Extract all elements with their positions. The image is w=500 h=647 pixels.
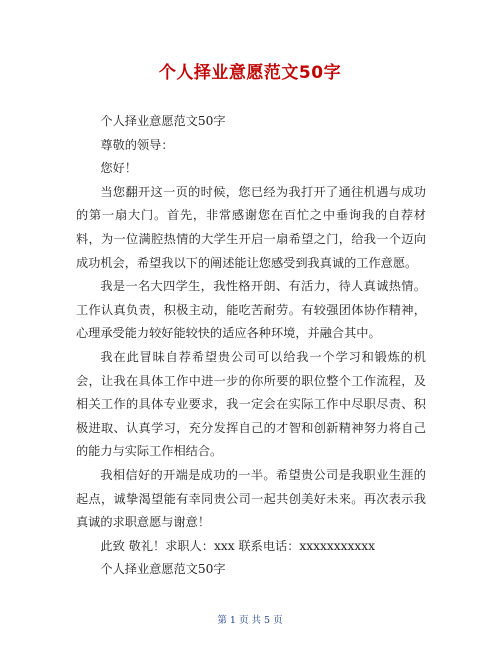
greeting: 您好！ xyxy=(100,161,137,176)
salutation: 尊敬的领导： xyxy=(100,137,174,152)
footer-line: 个人择业意愿范文50字 xyxy=(100,562,226,577)
subheading: 个人择业意愿范文50字 xyxy=(100,114,226,128)
page-number-footer: 第 1 页 共 5 页 xyxy=(217,615,283,626)
document-title: 个人择业意愿范文50字 xyxy=(158,63,342,83)
paragraph-request: 我在此冒昧自荐希望贵公司可以给我一个学习和锻炼的机会，让我在具体工作中进一步的你所要的职位整个工作流程，及相关工作的具体专业要求，我一定会在实际工作中尽职尽责、积极进取、认真学习，充分发挥自己的才智和创新精神努力将自己的能力与实际工作相结合。 xyxy=(76,349,426,459)
paragraph-intro: 当您翻开这一页的时候，您已经为我打开了通往机遇与成功的第一扇大门。首先，非常感谢您在百忙之中垂询我的自荐材料，为一位满腔热情的大学生开启一扇希望之门，给我一个迈向成功机会，希望我以下的阐述能让您感受到我真诚的工作意愿。 xyxy=(76,184,426,270)
paragraph-conclusion: 我相信好的开端是成功的一半。希望贵公司是我职业生涯的起点，诚挚渴望能有幸同贵公司一起共创美好未来。再次表示我真诚的求职意愿与谢意！ xyxy=(76,467,426,530)
document-body xyxy=(76,110,426,582)
paragraph-self-description: 我是一名大四学生，我性格开朗、有活力，待人真诚热情。工作认真负责，积极主动，能吃苦耐劳。有较强团体协作精神，心理承受能力较好能较快的适应各种环境，并融合其中。 xyxy=(76,279,426,341)
closing-line: 此致 敬礼！求职人：xxx 联系电话：xxxxxxxxxxx xyxy=(100,538,375,553)
